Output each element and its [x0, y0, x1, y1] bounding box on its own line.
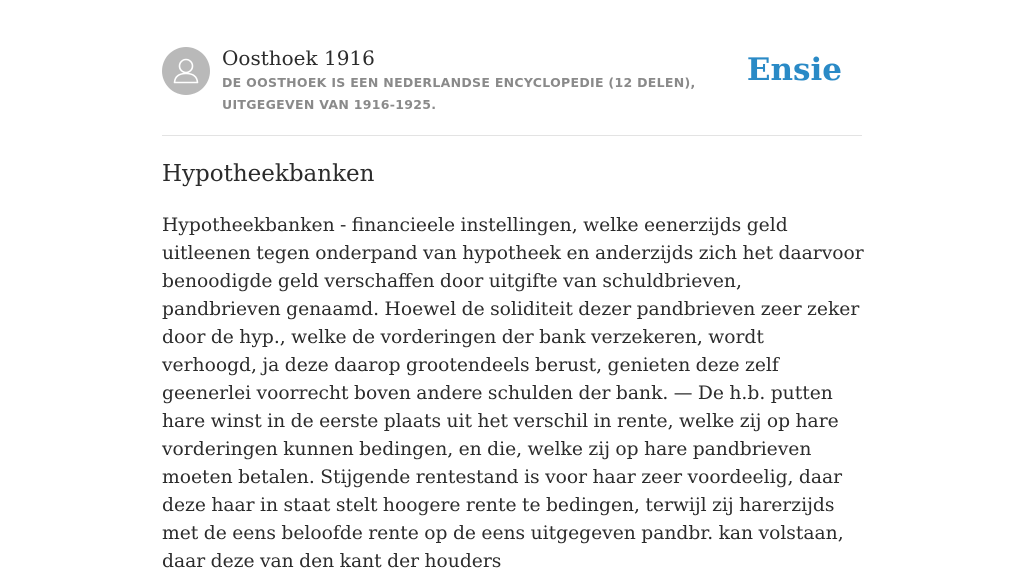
user-silhouette-icon	[162, 47, 210, 95]
header-divider	[162, 135, 862, 136]
source-title[interactable]: Oosthoek 1916	[222, 46, 375, 70]
entry-body: Hypotheekbanken - financieele instellingen, welke eenerzijds geld uitleenen tegen onderpand van hypotheek en anderzijds zich het daarvoor benoodigde geld verschaffen door uitgifte van schuldbrieven, pandbrieven genaamd. Hoewel de soliditeit dezer pandbrieven zeer zeker door de hyp., welke de vorderingen der bank verzekeren, wordt verhoogd, ja deze daarop grootendeels berust, genieten deze zelf geenerlei voorrecht boven andere schulden der bank. — De h.b. putten hare winst in de eerste plaats uit het verschil in rente, welke zij op hare vorderingen kunnen bedingen, en die, welke zij op hare pandbrieven moeten betalen. Stijgende rentestand is voor haar zeer voordeelig, daar deze haar in staat stelt hoogere rente te bedingen, terwijl zij harerzijds met de eens beloofde rente op de eens uitgegeven pandbr. kan volstaan, daar deze van den kant der houders	[162, 215, 864, 572]
source-header	[162, 44, 862, 124]
source-description: DE OOSTHOEK IS EEN NEDERLANDSE ENCYCLOPEDIE (12 DELEN), UITGEGEVEN VAN 1916-1925.	[222, 75, 696, 112]
brand-logo[interactable]: Ensie	[746, 52, 842, 88]
entry-title: Hypotheekbanken	[162, 161, 375, 187]
avatar[interactable]	[162, 47, 210, 95]
